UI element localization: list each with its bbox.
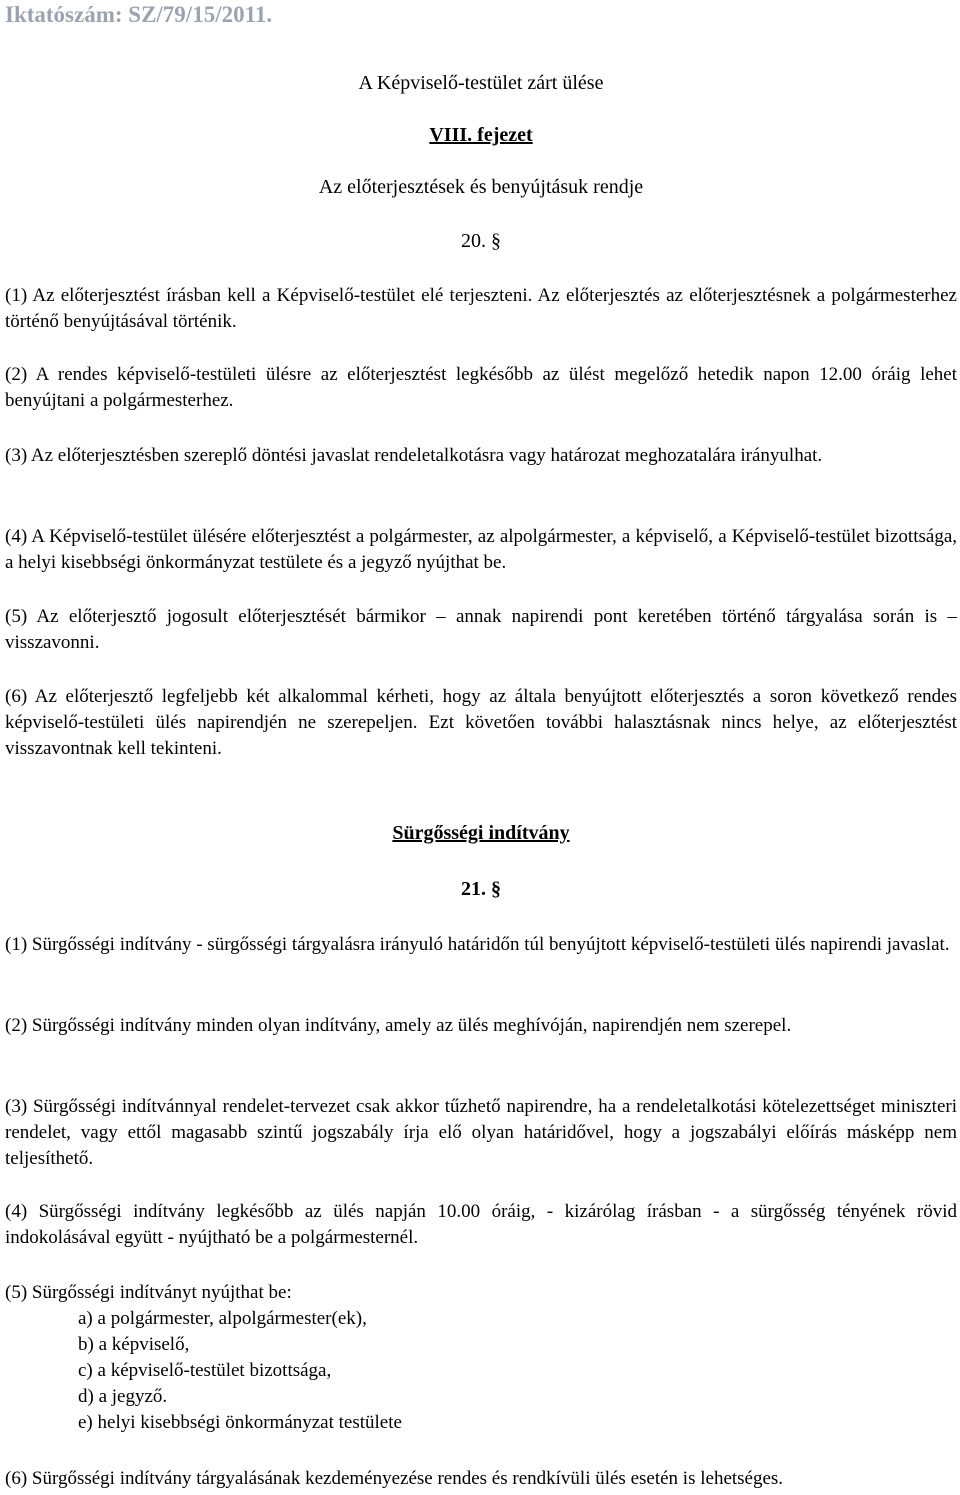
section-21-paragraph-2: (2) Sürgősségi indítvány minden olyan indítvány, amely az ülés meghívóján, napirendjén nem szerepel. — [5, 1015, 792, 1036]
document-reference-number: Iktatószám: SZ/79/15/2011. — [5, 2, 273, 27]
section-20-paragraph-1: (1) Az előterjesztést írásban kell a Képviselő-testület elé terjeszteni. Az előterjesztés az előterjesztésnek a polgármesterhez történő benyújtásával történik. — [5, 285, 957, 332]
section-20-paragraph-5: (5) Az előterjesztő jogosult előterjesztését bármikor – annak napirendi pont keretében történő tárgyalása során is – visszavonni. — [5, 606, 957, 653]
section-20-number: 20. § — [461, 230, 501, 252]
section-20-paragraph-4: (4) A Képviselő-testület ülésére előterjesztést a polgármester, az alpolgármester, a képviselő, a Képviselő-testület bizottsága, a helyi kisebbségi önkormányzat testülete és a jegyző nyújthat be. — [5, 526, 957, 573]
section-20-paragraph-2: (2) A rendes képviselő-testületi ülésre az előterjesztést legkésőbb az ülést megelőző hetedik napon 12.00 óráig lehet benyújtani a polgármesterhez. — [5, 364, 957, 411]
urgent-motion-title: Sürgősségi indítvány — [392, 822, 570, 844]
section-21-paragraph-6: (6) Sürgősségi indítvány tárgyalásának kezdeményezése rendes és rendkívüli ülés esetén is lehetséges. — [5, 1468, 784, 1489]
list-item: a) a polgármester, alpolgármester(ek), — [78, 1308, 367, 1329]
section-21-paragraph-1: (1) Sürgősségi indítvány - sürgősségi tárgyalásra irányuló határidőn túl benyújtott képviselő-testületi ülés napirendi javaslat. — [5, 934, 950, 955]
section-21-paragraph-5: (5) Sürgősségi indítványt nyújthat be: — [5, 1282, 292, 1303]
list-item: d) a jegyző. — [78, 1386, 168, 1407]
list-item: c) a képviselő-testület bizottsága, — [78, 1360, 332, 1381]
section-20-paragraph-6: (6) Az előterjesztő legfeljebb két alkalommal kérheti, hogy az általa benyújtott előterjesztés a soron következő rendes képviselő-testületi ülés napirendjén ne szerepeljen. Ezt követően további halasztásnak nincs helye, az előterjesztést visszavontnak kell tekinteni. — [5, 686, 957, 759]
section-21-number: 21. § — [461, 878, 501, 900]
list-item: e) helyi kisebbségi önkormányzat testülete — [78, 1412, 402, 1433]
chapter-title: Az előterjesztések és benyújtásuk rendje — [318, 176, 644, 198]
section-21-paragraph-4: (4) Sürgősségi indítvány legkésőbb az ülés napján 10.00 óráig, - kizárólag írásban - a sürgősség tényének rövid indokolásával együtt - nyújtható be a polgármesternél. — [5, 1201, 957, 1248]
section-21-paragraph-3: (3) Sürgősségi indítvánnyal rendelet-tervezet csak akkor tűzhető napirendre, ha a rendeletalkotási kötelezettséget miniszteri rendelet, vagy ettől magasabb szintű jogszabály írja elő olyan határidővel, hogy a jogszabályi előírás másképp nem teljesíthető. — [5, 1096, 957, 1169]
section-20-paragraph-3: (3) Az előterjesztésben szereplő döntési javaslat rendeletalkotásra vagy határozat meghozatalára irányulhat. — [5, 445, 823, 466]
submitter-list — [78, 1306, 938, 1436]
section-title: A Képviselő-testület zárt ülése — [358, 72, 604, 94]
list-item: b) a képviselő, — [78, 1334, 190, 1355]
chapter-number: VIII. fejezet — [429, 124, 533, 146]
